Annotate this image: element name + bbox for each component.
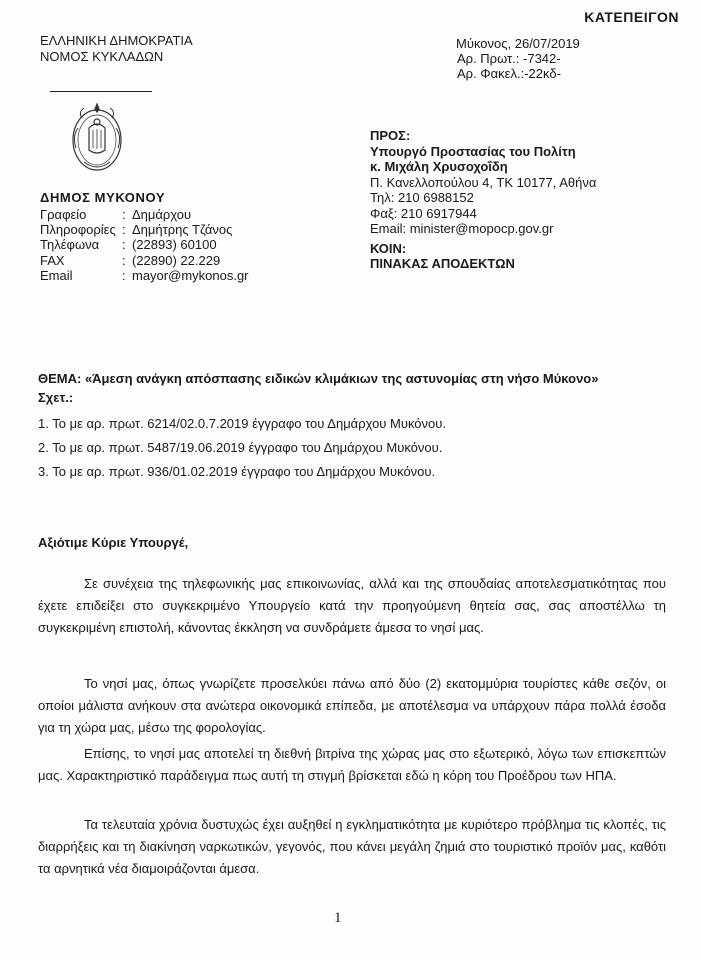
body-paragraph: Τα τελευταία χρόνια δυστυχώς έχει αυξηθεί η εγκληματικότητα με κυριότερο πρόβλημα τις κλοπές, τις διαρρήξεις και τη διακίνηση ναρκωτικών, γεγονός, που κάνει μεγάλη ζημιά στο τουριστικό προϊόν μας, καθότι τα αρνητικά νέα διαμοιράζονται άμεσα. xyxy=(38,817,666,876)
recipient-phone: Τηλ: 210 6988152 xyxy=(370,190,474,205)
contact-value: (22890) 22.229 xyxy=(132,252,221,268)
contact-colon: : xyxy=(122,237,126,253)
contact-label: Γραφείο xyxy=(40,207,87,222)
to-label: ΠΡΟΣ: xyxy=(370,128,411,143)
contact-label: Email xyxy=(40,267,73,283)
file-number: Αρ. Φακελ.:-22κδ- xyxy=(457,66,561,81)
contact-label: FAX xyxy=(40,252,65,268)
body-paragraph: Το νησί μας, όπως γνωρίζετε προσελκύει πάνω από δύο (2) εκατομμύρια τουρίστες κάθε σεζόν, οι οποίοι μάλιστα ανήκουν στα ανώτερα οικονομικά επίπεδα, με αποτέλεσμα να υπάρχουν πάρα πολλά έσοδα για τη χώρα μας, μέσω της φορολογίας. xyxy=(38,676,666,735)
recipient-block xyxy=(370,128,596,272)
contact-value: Δημήτρης Τζάνος xyxy=(132,222,233,238)
issuer-header xyxy=(40,33,193,65)
contact-colon: : xyxy=(122,222,126,238)
greek-emblem-icon xyxy=(64,98,130,178)
country-name: ΕΛΛΗΝΙΚΗ ΔΗΜΟΚΡΑΤΙΑ xyxy=(40,33,193,48)
contact-value: mayor@mykonos.gr xyxy=(132,267,249,283)
page-number: 1 xyxy=(334,910,342,926)
recipient-email: Email: minister@mopocp.gov.gr xyxy=(370,221,554,236)
contact-colon: : xyxy=(122,207,126,222)
cc-label: ΚΟΙΝ: xyxy=(370,240,407,256)
municipality-name: ΔΗΜΟΣ ΜΥΚΟΝΟΥ xyxy=(40,190,166,205)
protocol-number: Αρ. Πρωτ.: -7342- xyxy=(457,51,561,66)
list-item: 1. Το με αρ. πρωτ. 6214/02.0.7.2019 έγγραφο του Δημάρχου Μυκόνου. xyxy=(38,416,446,431)
subject-line: ΘΕΜΑ: «Άμεση ανάγκη απόσπασης ειδικών κλιμάκιων της αστυνομίας στη νήσο Μύκονο» xyxy=(38,371,599,386)
recipient-fax: Φαξ: 210 6917944 xyxy=(370,205,477,221)
place-date: Μύκονος, 26/07/2019 xyxy=(456,36,580,51)
related-list xyxy=(38,412,446,484)
contact-label: Πληροφορίες xyxy=(40,222,116,238)
contact-row xyxy=(40,253,249,268)
related-label: Σχετ.: xyxy=(38,390,74,405)
recipient-name: κ. Μιχάλη Χρυσοχοΐδη xyxy=(370,159,508,174)
greeting: Αξιότιμε Κύριε Υπουργέ, xyxy=(38,535,189,550)
body-paragraph: Επίσης, το νησί μας αποτελεί τη διεθνή βιτρίνα της χώρας μας στο εξωτερικό, λόγω των επισκεπτών μας. Χαρακτηριστικό παράδειγμα πως αυτή τη στιγμή βρίσκεται εδώ η κόρη του Προέδρου των ΗΠΑ. xyxy=(38,746,666,783)
list-item: 2. Το με αρ. πρωτ. 5487/19.06.2019 έγγραφο του Δημάρχου Μυκόνου. xyxy=(38,440,443,455)
contact-colon: : xyxy=(122,252,126,268)
urgent-label: ΚΑΤΕΠΕΙΓΟΝ xyxy=(584,9,679,25)
contact-row xyxy=(40,237,249,252)
prefecture-name: ΝΟΜΟΣ ΚΥΚΛΑΔΩΝ xyxy=(40,49,164,64)
contact-value: Δημάρχου xyxy=(132,207,192,222)
contact-row xyxy=(40,222,249,237)
list-item: 3. Το με αρ. πρωτ. 936/01.02.2019 έγγραφο του Δημάρχου Μυκόνου. xyxy=(38,464,436,479)
document-meta xyxy=(456,36,580,81)
body-paragraph: Σε συνέχεια της τηλεφωνικής μας επικοινωνίας, αλλά και της σπουδαίας αποτελεσματικότητας που έχετε επιδείξει στο συγκεκριμένο Υπουργείο κατά την προηγούμενη θητεία σας, σας αποστέλλω τη συγκεκριμένη επιστολή, κάνοντας έκκληση να συνδράμετε άμεσα το νησί μας. xyxy=(38,576,666,635)
recipient-address: Π. Κανελλοπούλου 4, ΤΚ 10177, Αθήνα xyxy=(370,174,597,190)
cc-value: ΠΙΝΑΚΑΣ ΑΠΟΔΕΚΤΩΝ xyxy=(370,256,515,271)
contact-value: (22893) 60100 xyxy=(132,237,217,253)
header-divider xyxy=(50,91,152,92)
contact-row xyxy=(40,207,249,222)
contact-row xyxy=(40,268,249,283)
contact-colon: : xyxy=(122,267,126,283)
recipient-ministry: Υπουργό Προστασίας του Πολίτη xyxy=(370,143,576,159)
contact-label: Τηλέφωνα xyxy=(40,237,100,253)
issuer-contacts xyxy=(40,207,249,283)
